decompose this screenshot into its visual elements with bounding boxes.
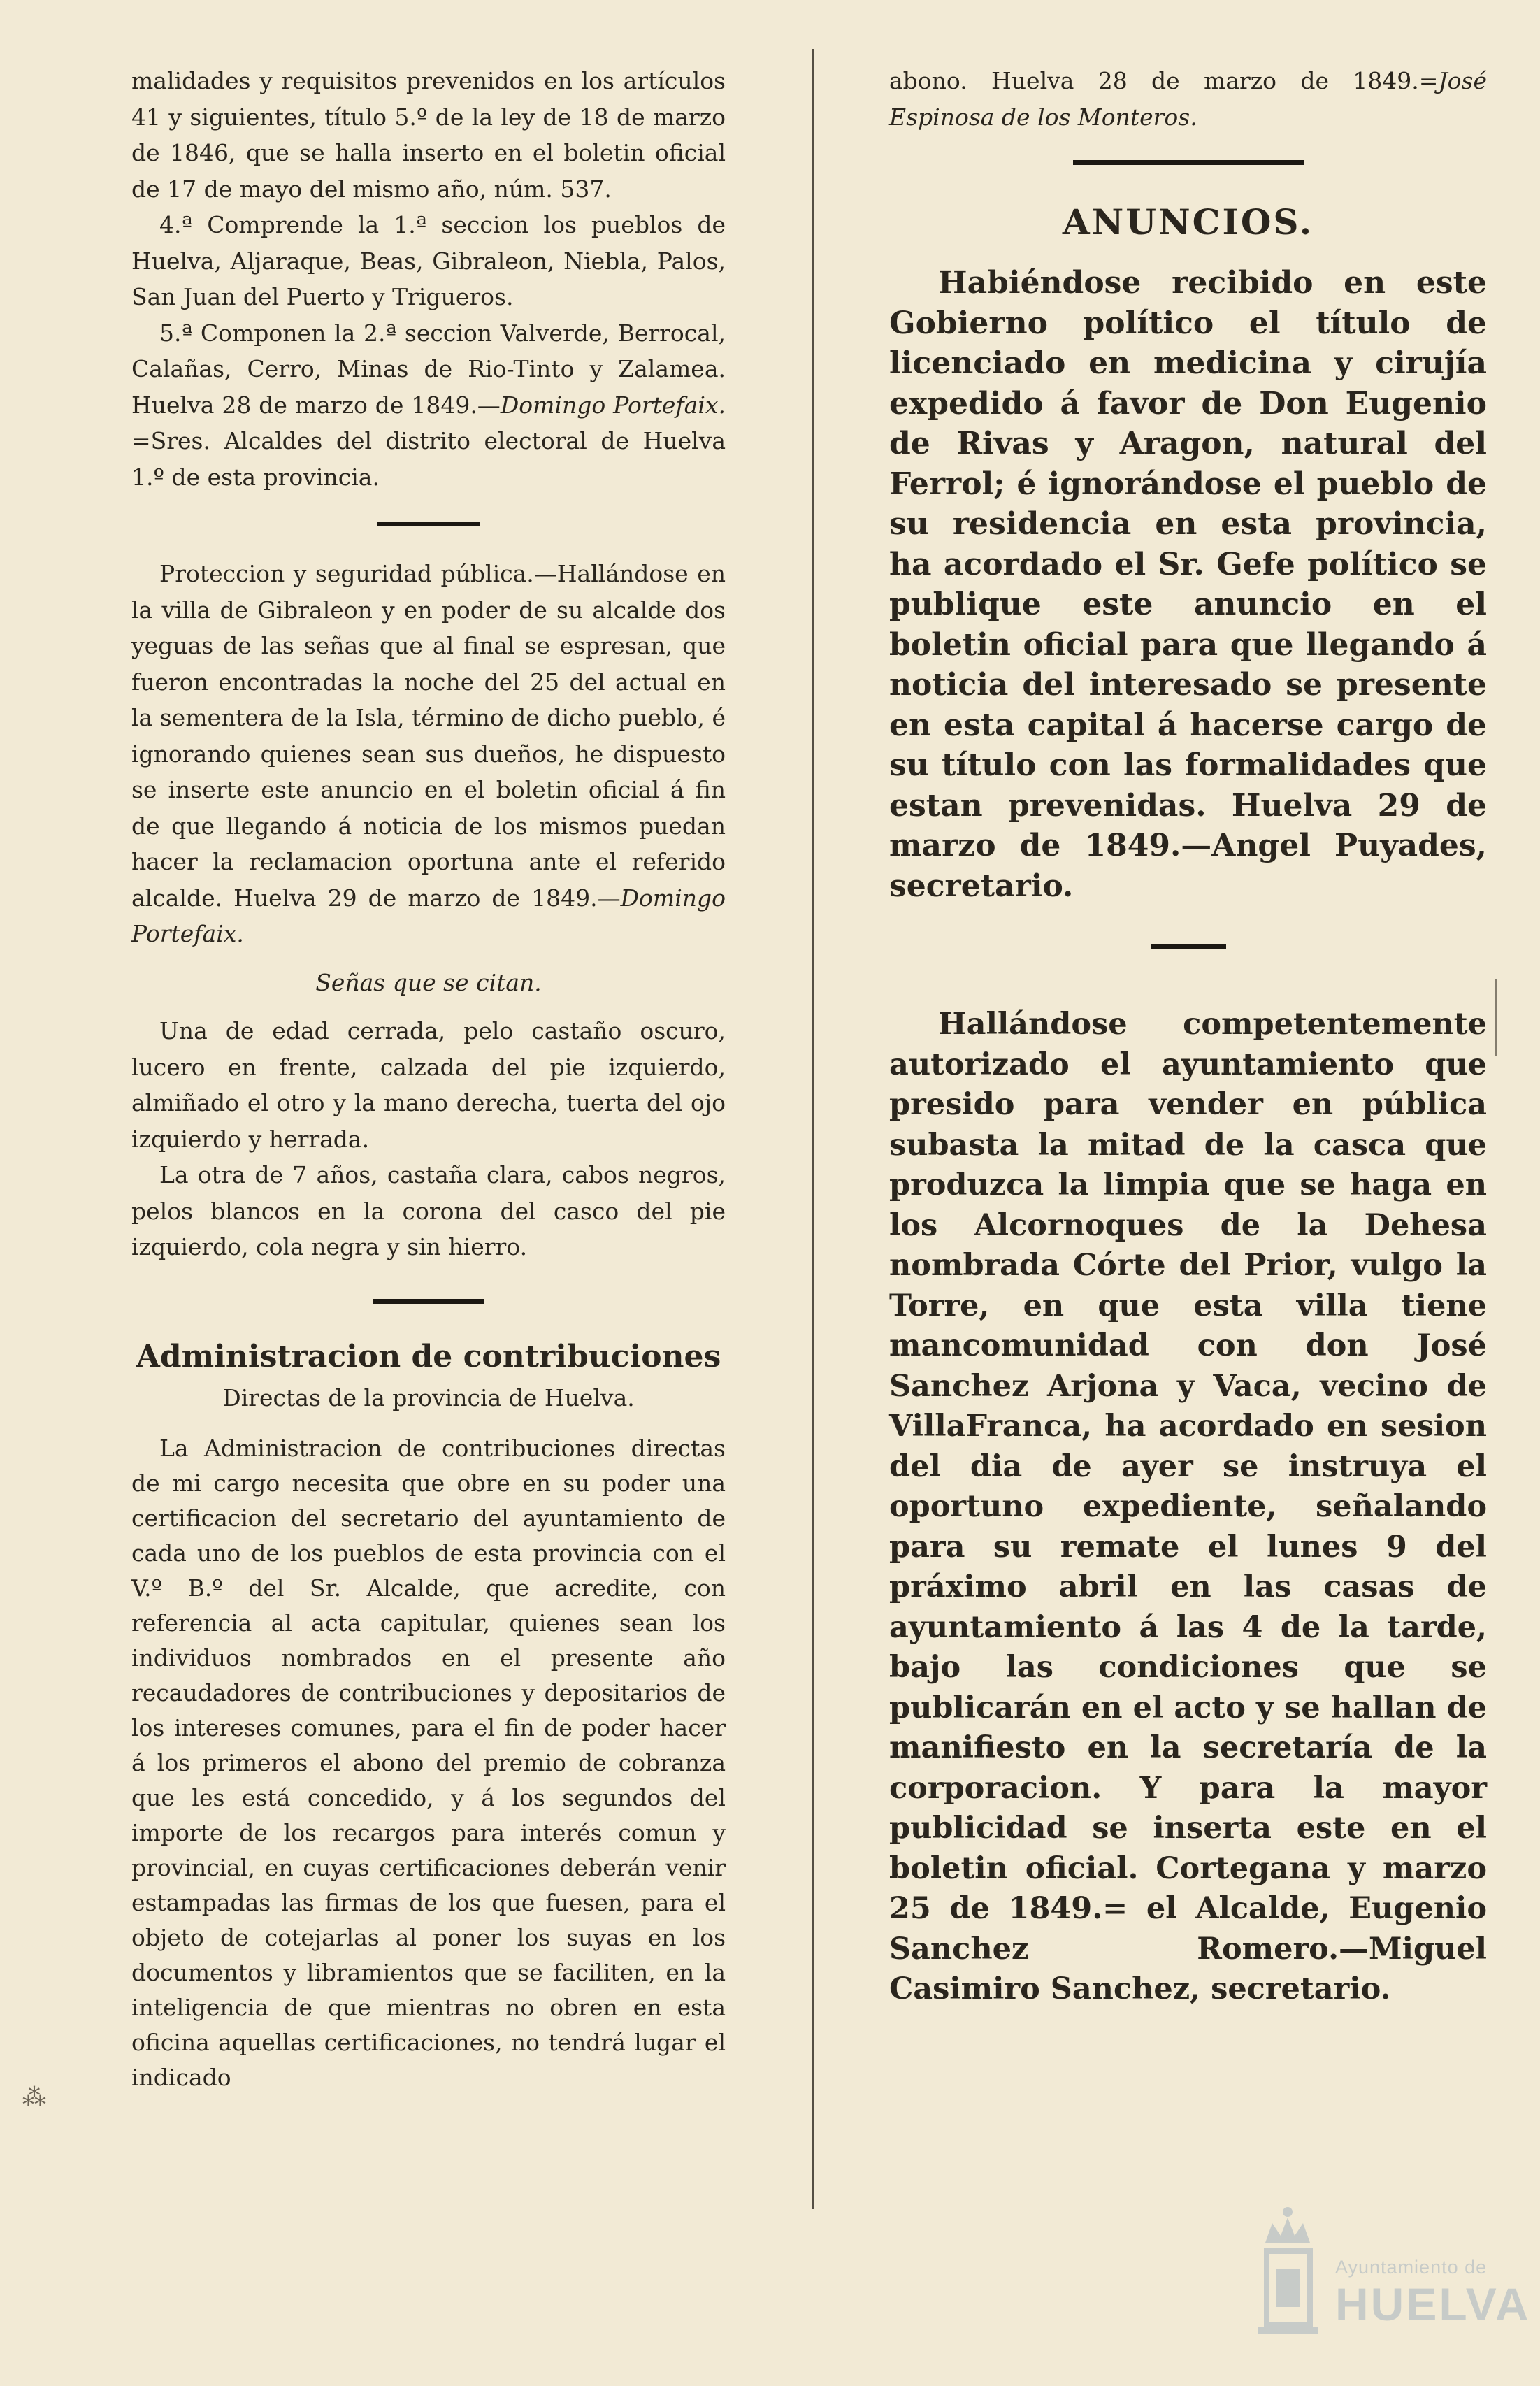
article-5-signature: Domingo Portefaix. — [500, 391, 726, 419]
margin-mark: ⁂ — [22, 2083, 46, 2111]
right-column — [889, 63, 1487, 2010]
senas-title: Señas que se citan. — [315, 968, 542, 996]
article-5-paragraph — [131, 315, 726, 496]
anuncios-heading: ANUNCIOS. — [1062, 201, 1314, 243]
watermark-line1: Ayuntamiento de — [1335, 2257, 1488, 2278]
proteccion-signature: Domingo Portefaix. — [131, 884, 726, 947]
proteccion-paragraph — [131, 556, 726, 952]
anuncio-licencia: Habiéndose recibido en este Gobierno político el título de licenciado en medicina y cirujía expedido á favor de Don Eugenio de Rivas y Aragon, natural del Ferrol; é ignorándose el pueblo de su residencia en esta provincia, ha acordado el Sr. Gefe político se publique este anuncio en el boletin oficial para que llegando á noticia del interesado se presente en esta capital á hacerse cargo de su título con las formalidades que estan prevenidas. Huelva 29 de marzo de 1849.—Angel Puyades, secretario. — [889, 265, 1487, 904]
intro-paragraph: malidades y requisitos prevenidos en los artículos 41 y siguientes, título 5.º de la ley de 18 de marzo de 1846, que se halla inserto en el boletin oficial de 17 de mayo del mismo año, núm. 537. — [131, 67, 726, 203]
edge-mark — [1495, 979, 1497, 1056]
senas-item-2: La otra de 7 años, castaña clara, cabos negros, pelos blancos en la corona del casco del pie izquierdo, cola negra y sin hierro. — [131, 1161, 726, 1260]
senas-item-1: Una de edad cerrada, pelo castaño oscuro, lucero en frente, calzada del pie izquierdo, almiñado el otro y la mano derecha, tuerta del ojo izquierdo y herrada. — [131, 1017, 726, 1153]
continuation-paragraph — [889, 63, 1487, 135]
column-divider — [812, 49, 814, 2209]
admin-heading: Administracion de contribuciones — [136, 1338, 721, 1374]
section-rule — [377, 522, 480, 526]
section-rule — [373, 1299, 484, 1304]
watermark-line2: HUELVA — [1335, 2278, 1531, 2330]
ayuntamiento-watermark — [1251, 2202, 1531, 2352]
article-5-text: 5.ª Componen la 2.ª seccion Valverde, Berrocal, Calañas, Cerro, Minas de Rio-Tinto y Zalamea. — [131, 319, 726, 382]
left-column — [131, 63, 726, 2095]
admin-subheading: Directas de la provincia de Huelva. — [222, 1384, 635, 1411]
continuation-signature: José Espinosa de los Monteros. — [889, 67, 1487, 131]
section-rule — [1073, 160, 1304, 165]
article-4-paragraph: 4.ª Comprende la 1.ª seccion los pueblos de Huelva, Aljaraque, Beas, Gibraleon, Niebla, Palos, San Juan del Puerto y Trigueros. — [131, 211, 726, 310]
article-5-date: Huelva 28 de marzo de 1849.— — [131, 391, 501, 419]
continuation-text: abono. Huelva 28 de marzo de 1849.= — [889, 67, 1439, 94]
anuncio-subasta: Hallándose competentemente autorizado el ayuntamiento que presido para vender en pública subasta la mitad de la casca que produzca la limpia que se haga en los Alcornoques de la Dehesa nombrada Córte del Prior, vulgo la Torre, en que esta villa tiene mancomunidad con don José Sanchez Arjona y Vaca, vecino de VillaFranca, ha acordado en sesion del dia de ayer se instruya el oportuno expediente, señalando para su remate el lunes 9 del práximo abril en las casas de ayuntamiento á las 4 de la tarde, bajo las condiciones que se publicarán en el acto y se hallan de manifiesto en la secretaría de la corporacion. Y para la mayor publicidad se inserta este en el boletin oficial. Cortegana y marzo 25 de 1849.= el Alcalde, Eugenio Sanchez Romero.—Miguel Casimiro Sanchez, secretario. — [889, 1007, 1487, 2006]
admin-paragraph: La Administracion de contribuciones directas de mi cargo necesita que obre en su poder una certificacion del secretario del ayuntamiento de cada uno de los pueblos de esta provincia con el V.º B.º del Sr. Alcalde, que acredite, con referencia al acta capitular, quienes sean los individuos nombrados en el presente año recaudadores de contribuciones y depositarios de los intereses comunes, para el fin de poder hacer á los primeros el abono del premio de cobranza que les está concedido, y á los segundos del importe de los recargos para interés comun y provincial, en cuyas certificaciones deberán venir estampadas las firmas de los que fuesen, para el objeto de cotejarlas al poner los suyas en los documentos y libramientos que se faciliten, en la inteligencia de que mientras no obren en esta oficina aquellas certificaciones, no tendrá lugar el indicado — [131, 1434, 726, 2091]
section-rule — [1151, 944, 1226, 949]
proteccion-text: Proteccion y seguridad pública.—Hallándose en la villa de Gibraleon y en poder de su alcalde dos yeguas de las señas que al final se espresan, que fueron encontradas la noche del 25 del actual en la sementera de la Isla, término de dicho pueblo, é ignorando quienes sean sus dueños, he dispuesto se inserte este anuncio en el boletin oficial á fin de que llegando á noticia de los mismos puedan hacer la reclamacion oportuna ante el referido alcalde. Huelva 29 de marzo de 1849.— — [131, 560, 726, 912]
article-5-addressee: =Sres. Alcaldes del distrito electoral de Huelva 1.º de esta provincia. — [131, 427, 726, 491]
crown-shield-icon — [1251, 2202, 1325, 2345]
